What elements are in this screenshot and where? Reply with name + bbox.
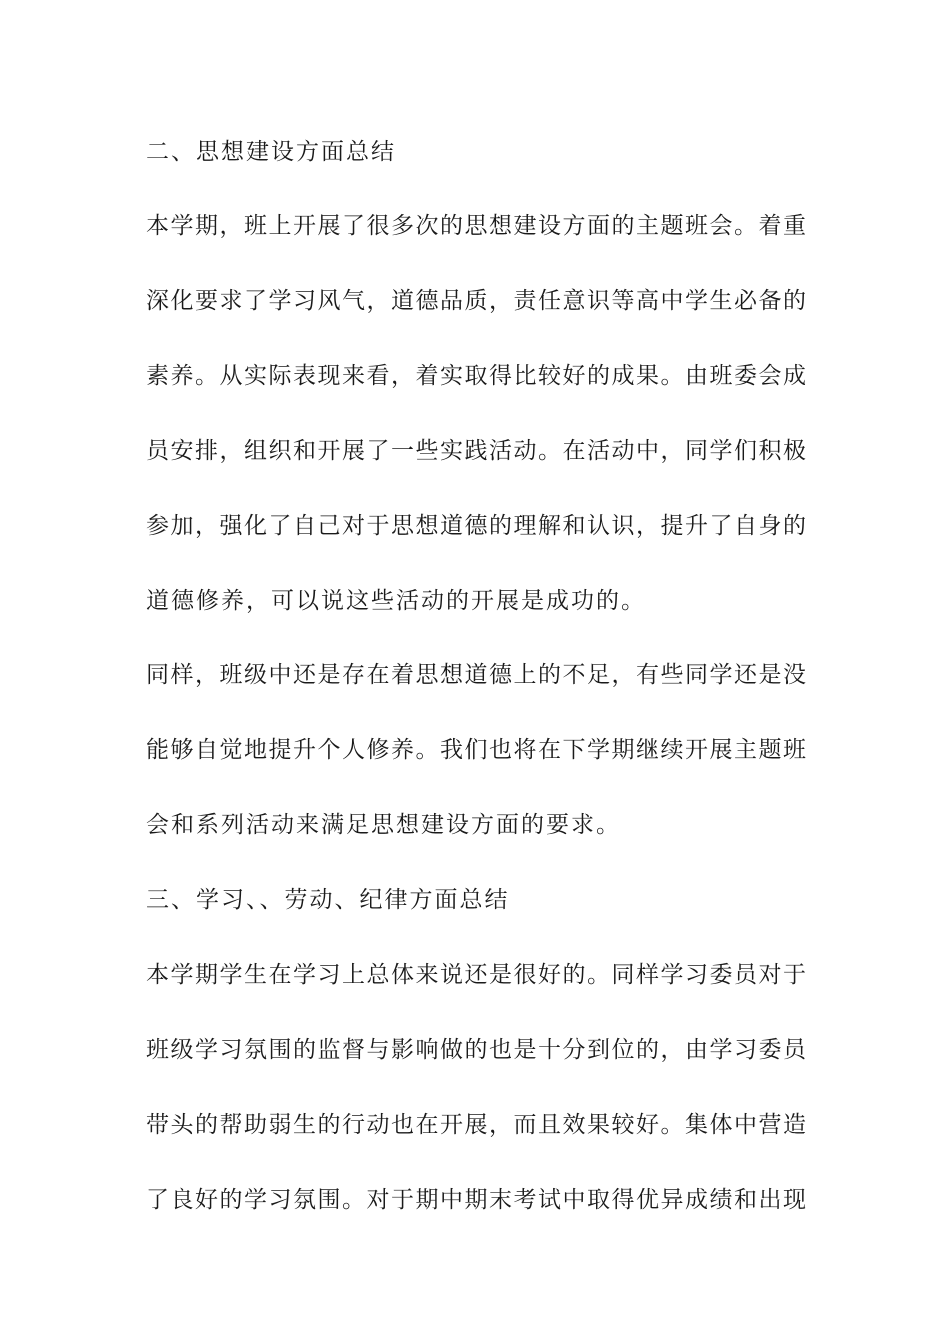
paragraph-line: 深化要求了学习风气，道德品质，责任意识等高中学生必备的 [146, 288, 806, 314]
paragraph-line: 素养。从实际表现来看，着实取得比较好的成果。由班委会成 [146, 363, 806, 389]
section-heading: 二、思想建设方面总结 [146, 139, 396, 165]
section-heading: 三、学习、、劳动、纪律方面总结 [146, 887, 510, 913]
paragraph-line: 班级学习氛围的监督与影响做的也是十分到位的，由学习委员 [146, 1037, 806, 1063]
paragraph-line: 同样，班级中还是存在着思想道德上的不足，有些同学还是没 [146, 662, 806, 688]
paragraph-line: 道德修养，可以说这些活动的开展是成功的。 [146, 588, 646, 614]
paragraph-line: 参加，强化了自己对于思想道德的理解和认识，提升了自身的 [146, 513, 806, 539]
paragraph-line: 会和系列活动来满足思想建设方面的要求。 [146, 812, 621, 838]
paragraph-line: 带头的帮助弱生的行动也在开展，而且效果较好。集体中营造 [146, 1112, 806, 1138]
paragraph-line: 员安排，组织和开展了一些实践活动。在活动中，同学们积极 [146, 438, 806, 464]
paragraph-line: 本学期，班上开展了很多次的思想建设方面的主题班会。着重 [146, 213, 806, 239]
paragraph-line: 本学期学生在学习上总体来说还是很好的。同样学习委员对于 [146, 962, 806, 988]
paragraph-line: 能够自觉地提升个人修养。我们也将在下学期继续开展主题班 [146, 737, 806, 763]
paragraph-line: 了良好的学习氛围。对于期中期末考试中取得优异成绩和出现 [146, 1187, 806, 1213]
